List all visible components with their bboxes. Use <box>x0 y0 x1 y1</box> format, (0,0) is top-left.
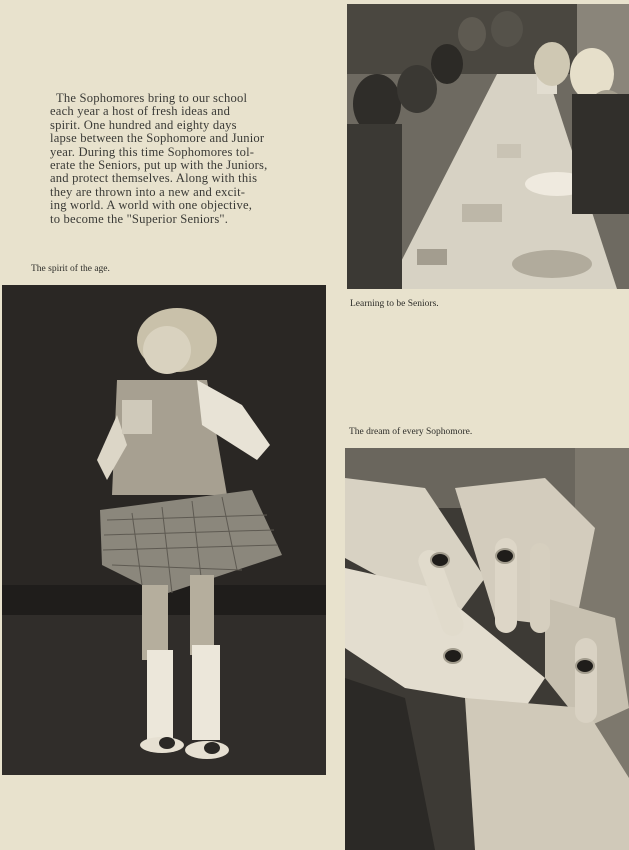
intro-line: erate the Seniors, put up with the Juniors, <box>50 158 268 173</box>
cafeteria-photo <box>347 4 629 289</box>
caption-spirit: The spirit of the age. <box>31 264 110 274</box>
class-rings-photo <box>345 448 629 850</box>
intro-line: lapse between the Sophomore and Junior <box>50 131 265 146</box>
intro-line: to become the "Superior Seniors". <box>50 211 229 226</box>
intro-line: they are thrown into a new and excit- <box>50 184 246 199</box>
intro-text <box>50 92 318 226</box>
caption-dream: The dream of every Sophomore. <box>349 427 473 437</box>
intro-line: each year a host of fresh ideas and <box>50 104 231 119</box>
intro-line: The Sophomores bring to our school <box>56 91 248 105</box>
intro-line: and protect themselves. Along with this <box>50 171 258 186</box>
cheerleader-photo <box>2 285 326 775</box>
intro-line: ing world. A world with one objective, <box>50 198 253 213</box>
intro-line: year. During this time Sophomores tol- <box>50 144 255 159</box>
intro-line: spirit. One hundred and eighty days <box>50 117 237 132</box>
caption-learning: Learning to be Seniors. <box>350 299 439 309</box>
